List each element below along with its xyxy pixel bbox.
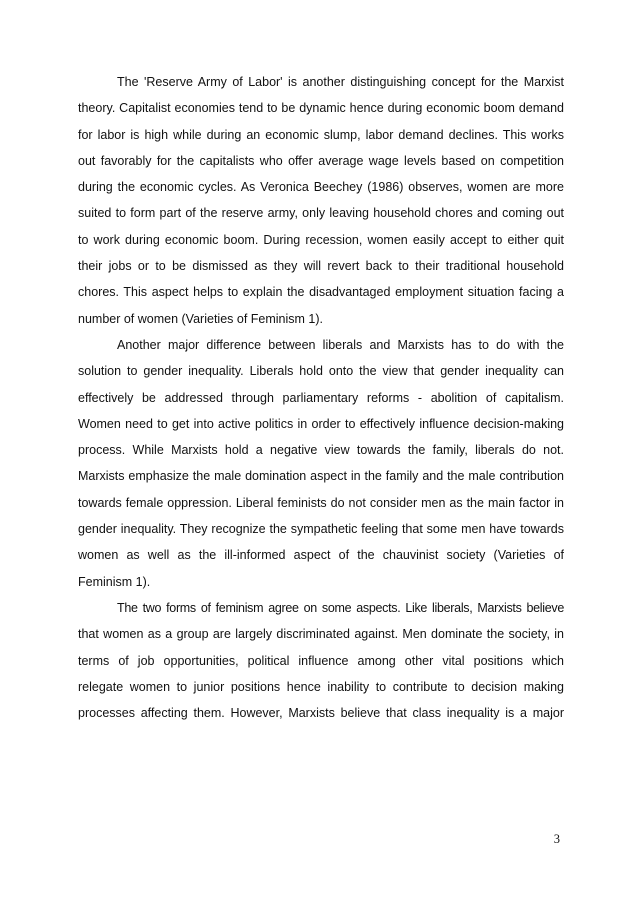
paragraph (78, 69, 564, 332)
text-line: gender inequality. They recognize the sympathetic feeling that some men have towards (78, 522, 564, 537)
text-line: number of women (Varieties of Feminism 1). (78, 311, 323, 326)
text-line: processes affecting them. However, Marxists believe that class inequality is a major (78, 706, 564, 721)
text-line: suited to form part of the reserve army, only leaving household chores and coming out (78, 206, 564, 221)
text-line: women as well as the ill-informed aspect of the chauvinist society (Varieties of (78, 548, 564, 563)
text-line: their jobs or to be dismissed as they will revert back to their traditional household (78, 259, 564, 274)
text-line: out favorably for the capitalists who offer average wage levels based on competition (78, 153, 564, 168)
paragraph (78, 595, 564, 726)
text-line: relegate women to junior positions hence inability to contribute to decision making (78, 679, 564, 694)
paragraph (78, 332, 564, 595)
text-line: for labor is high while during an economic slump, labor demand declines. This works (78, 127, 564, 142)
text-line: during the economic cycles. As Veronica Beechey (1986) observes, women are more (78, 180, 564, 195)
text-line: Feminism 1). (78, 574, 151, 589)
text-line: theory. Capitalist economies tend to be dynamic hence during economic boom demand (78, 101, 564, 116)
text-line: Women need to get into active politics in order to effectively influence decision-making (78, 416, 564, 431)
text-line: The two forms of feminism agree on some aspects. Like liberals, Marxists believe (117, 600, 564, 615)
text-line: process. While Marxists hold a negative view towards the family, liberals do not. (78, 443, 564, 458)
text-line: Another major difference between liberals and Marxists has to do with the (117, 337, 564, 352)
text-line: Marxists emphasize the male domination aspect in the family and the male contribution (78, 469, 564, 484)
text-line: solution to gender inequality. Liberals hold onto the view that gender inequality can (78, 364, 564, 379)
page-number: 3 (553, 832, 560, 846)
text-line: terms of job opportunities, political influence among other vital positions which (78, 653, 564, 668)
body-text (78, 69, 564, 726)
text-line: effectively be addressed through parliamentary reforms - abolition of capitalism. (78, 390, 564, 405)
text-line: chores. This aspect helps to explain the disadvantaged employment situation facing a (78, 285, 564, 300)
text-line: to work during economic boom. During recession, women easily accept to either quit (78, 232, 564, 247)
text-line: The 'Reserve Army of Labor' is another distinguishing concept for the Marxist (117, 75, 564, 89)
text-line: that women as a group are largely discriminated against. Men dominate the society, in (78, 627, 564, 642)
text-line: towards female oppression. Liberal feminists do not consider men as the main factor in (78, 495, 564, 510)
